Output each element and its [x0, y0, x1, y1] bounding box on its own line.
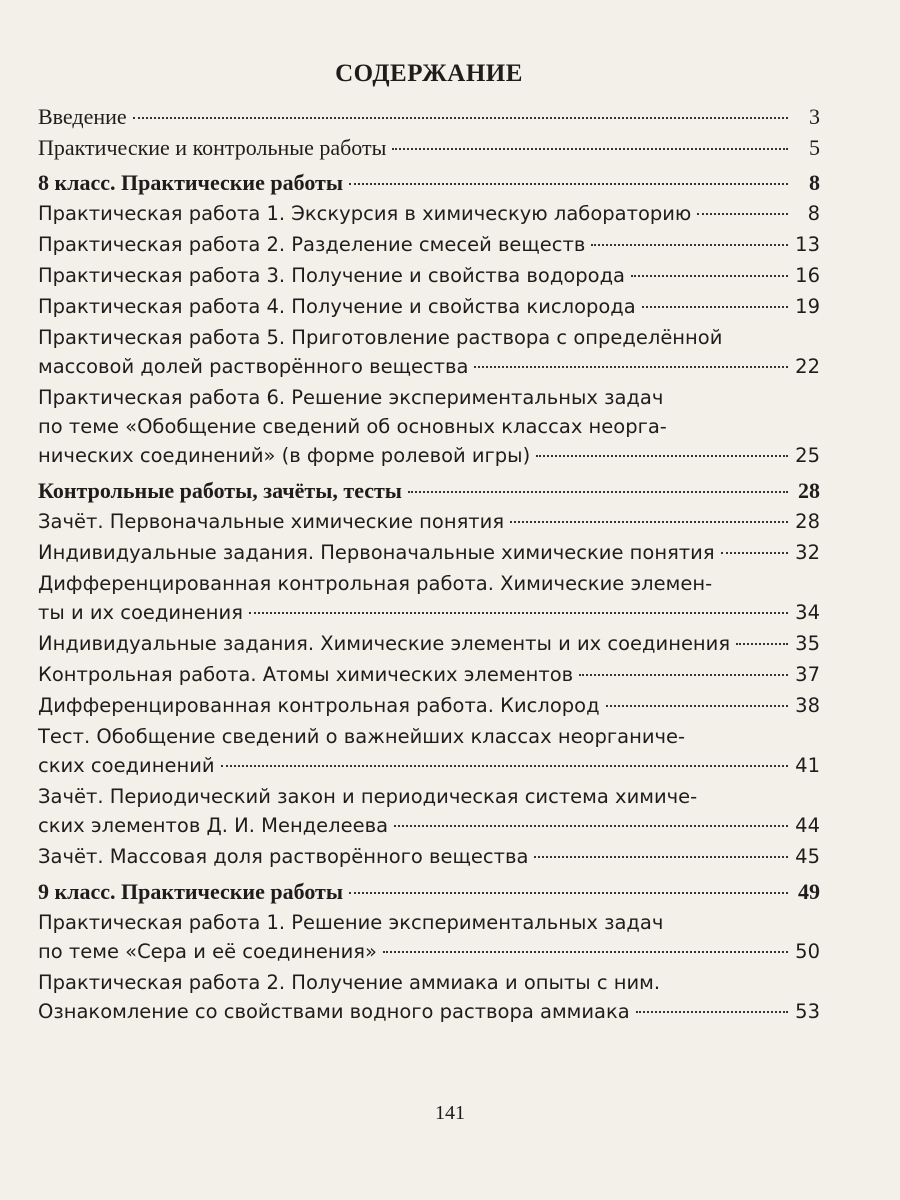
dot-leader [606, 705, 788, 707]
toc-entry-text: Практическая работа 6. Решение экспериментальных задач [38, 386, 664, 409]
toc-line [38, 629, 820, 658]
dot-leader [536, 455, 788, 457]
page-title: СОДЕРЖАНИЕ [335, 60, 523, 87]
toc-entry [38, 133, 820, 162]
toc-entry-text: по теме «Сера и её соединения» [38, 940, 377, 963]
toc-entry [38, 292, 820, 321]
dot-leader [631, 275, 788, 277]
dot-leader [697, 213, 788, 215]
toc-section [38, 476, 820, 505]
dot-leader [349, 892, 788, 894]
toc-line [38, 660, 820, 689]
toc-line [38, 323, 820, 352]
toc-page-number: 53 [795, 1000, 820, 1023]
toc-entry [38, 261, 820, 290]
toc-entry-text: Практическая работа 2. Разделение смесей веществ [38, 233, 586, 256]
toc-section [38, 168, 820, 197]
dot-leader [474, 366, 788, 368]
toc-entry [38, 691, 820, 720]
toc-page-number: 37 [795, 663, 820, 686]
toc-entry-text: Контрольная работа. Атомы химических элементов [38, 663, 574, 686]
dot-leader [221, 765, 788, 767]
toc-line [38, 199, 820, 228]
toc-entry-text: Практические и контрольные работы [38, 135, 387, 160]
toc-page-number: 28 [795, 510, 820, 533]
toc-line [38, 168, 820, 197]
toc-entry [38, 569, 820, 627]
toc-entry-text: ских элементов Д. И. Менделеева [38, 814, 389, 837]
toc-entry [38, 323, 820, 381]
toc-page-number: 44 [795, 814, 820, 837]
dot-leader [721, 552, 788, 554]
toc-page-number: 8 [809, 170, 820, 195]
dot-leader [394, 825, 788, 827]
toc-page-number: 8 [807, 202, 820, 225]
table-of-contents [38, 102, 820, 1026]
toc-line [38, 569, 820, 598]
toc-line [38, 751, 820, 780]
dot-leader [133, 117, 788, 119]
toc-entry [38, 383, 820, 470]
toc-page-number: 45 [795, 845, 820, 868]
toc-entry [38, 629, 820, 658]
toc-line [38, 476, 820, 505]
toc-page-number: 3 [809, 104, 820, 129]
toc-line [38, 997, 820, 1026]
dot-leader [591, 244, 788, 246]
toc-section [38, 877, 820, 906]
toc-entry-text: Практическая работа 1. Экскурсия в химическую лабораторию [38, 202, 692, 225]
toc-entry-text: Контрольные работы, зачёты, тесты [38, 478, 402, 503]
toc-entry [38, 842, 820, 871]
toc-line [38, 538, 820, 567]
dot-leader [383, 951, 788, 953]
dot-leader [579, 674, 788, 676]
dot-leader [534, 856, 788, 858]
toc-entry-text: Дифференцированная контрольная работа. Кислород [38, 694, 600, 717]
toc-page-number: 5 [809, 135, 820, 160]
toc-entry-text: Тест. Обобщение сведений о важнейших классах неорганиче- [38, 725, 686, 748]
toc-line [38, 507, 820, 536]
toc-entry-text: Зачёт. Массовая доля растворённого вещества [38, 845, 529, 868]
toc-page-number: 13 [795, 233, 820, 256]
toc-page-number: 28 [798, 478, 820, 503]
toc-line [38, 441, 820, 470]
toc-entry-text: Практическая работа 4. Получение и свойства кислорода [38, 295, 636, 318]
toc-page-number: 49 [798, 879, 820, 904]
dot-leader [249, 612, 788, 614]
toc-entry-text: Практическая работа 1. Решение экспериментальных задач [38, 911, 664, 934]
toc-entry [38, 908, 820, 966]
toc-line [38, 968, 820, 997]
toc-page-number: 25 [795, 444, 820, 467]
toc-line [38, 102, 820, 131]
toc-page-number: 50 [795, 940, 820, 963]
toc-entry-text: Индивидуальные задания. Первоначальные химические понятия [38, 541, 715, 564]
toc-line [38, 937, 820, 966]
toc-page-number: 41 [795, 754, 820, 777]
toc-entry-text: Зачёт. Периодический закон и периодическая система химиче- [38, 785, 698, 808]
dot-leader [408, 491, 788, 493]
toc-entry-text: Зачёт. Первоначальные химические понятия [38, 510, 505, 533]
toc-line [38, 908, 820, 937]
toc-line [38, 261, 820, 290]
toc-entry-text: массовой долей растворённого вещества [38, 355, 469, 378]
toc-page-number: 22 [795, 355, 820, 378]
toc-page-number: 16 [795, 264, 820, 287]
page-number: 141 [435, 1102, 465, 1124]
toc-entry-text: Введение [38, 104, 127, 129]
toc-entry [38, 199, 820, 228]
dot-leader [642, 306, 788, 308]
toc-line [38, 598, 820, 627]
dot-leader [349, 183, 788, 185]
toc-entry [38, 722, 820, 780]
toc-entry-text: по теме «Обобщение сведений об основных классах неорга- [38, 415, 667, 438]
toc-line [38, 383, 820, 412]
toc-entry-text: Практическая работа 3. Получение и свойства водорода [38, 264, 626, 287]
toc-entry-text: Ознакомление со свойствами водного раствора аммиака [38, 1000, 630, 1023]
toc-entry [38, 538, 820, 567]
toc-line [38, 722, 820, 751]
toc-entry [38, 102, 820, 131]
toc-entry-text: Практическая работа 5. Приготовление раствора с определённой [38, 326, 723, 349]
dot-leader [636, 1011, 788, 1013]
toc-entry [38, 968, 820, 1026]
toc-page-number: 38 [795, 694, 820, 717]
toc-page-number: 32 [795, 541, 820, 564]
toc-line [38, 877, 820, 906]
toc-page-number: 35 [795, 632, 820, 655]
dot-leader [510, 521, 788, 523]
toc-entry-text: Дифференцированная контрольная работа. Химические элемен- [38, 572, 713, 595]
toc-entry [38, 660, 820, 689]
toc-entry-text: ты и их соединения [38, 601, 243, 624]
toc-line [38, 352, 820, 381]
dot-leader [736, 643, 788, 645]
toc-line [38, 133, 820, 162]
toc-line [38, 230, 820, 259]
toc-line [38, 292, 820, 321]
toc-line [38, 412, 820, 441]
toc-line [38, 842, 820, 871]
toc-entry-text: 9 класс. Практические работы [38, 879, 344, 904]
toc-line [38, 811, 820, 840]
toc-line [38, 782, 820, 811]
toc-entry-text: ских соединений [38, 754, 215, 777]
toc-entry-text: Индивидуальные задания. Химические элементы и их соединения [38, 632, 731, 655]
dot-leader [392, 148, 788, 150]
toc-entry [38, 230, 820, 259]
toc-page-number: 34 [795, 601, 820, 624]
toc-page-number: 19 [795, 295, 820, 318]
toc-entry-text: 8 класс. Практические работы [38, 170, 344, 195]
toc-entry-text: Практическая работа 2. Получение аммиака и опыты с ним. [38, 971, 661, 994]
toc-entry [38, 782, 820, 840]
toc-entry-text: нических соединений» (в форме ролевой игры) [38, 444, 531, 467]
toc-entry [38, 507, 820, 536]
toc-line [38, 691, 820, 720]
